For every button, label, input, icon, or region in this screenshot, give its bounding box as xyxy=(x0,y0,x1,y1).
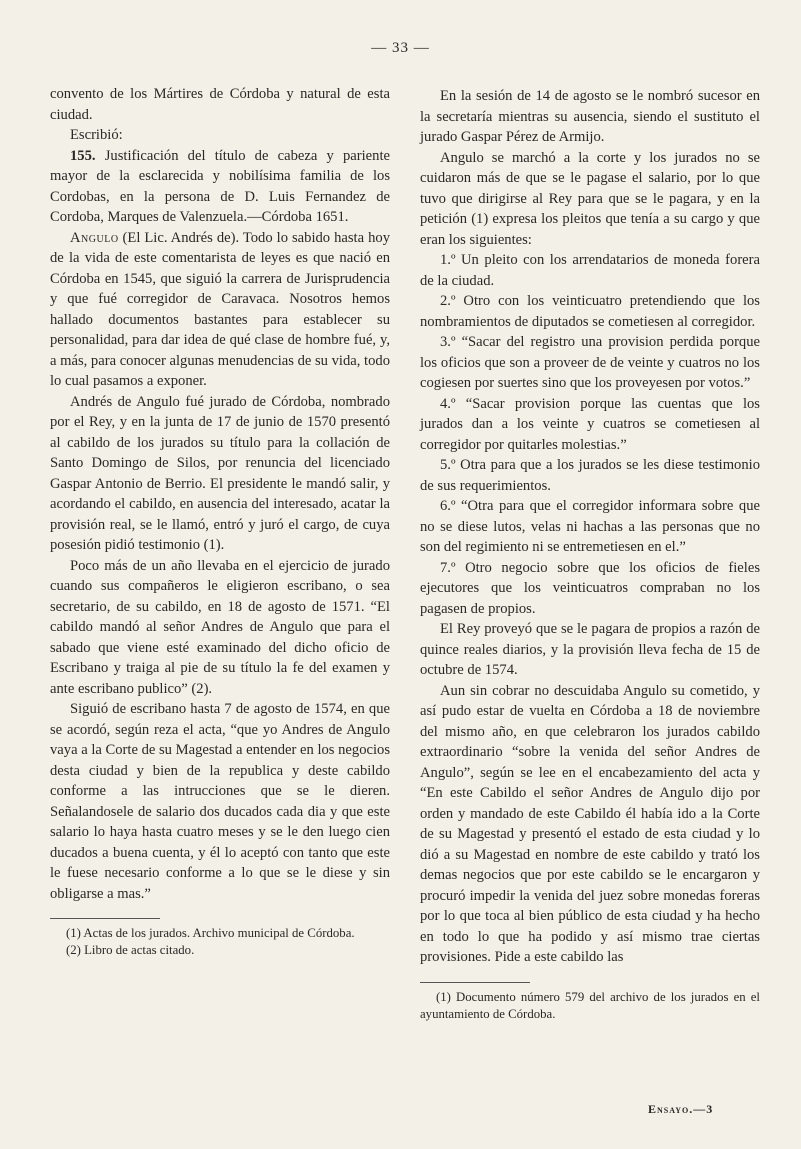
paragraph: Angulo se marchó a la corte y los jurados no se cuidaron más de que se le pagase el salario, por lo que tuvo que dirigirse al Rey para que se le pagara, y en la petición (1) expresa los pleitos que tenía a su cargo y que eran los siguientes: xyxy=(420,149,760,248)
list-item: 1.º Un pleito con los arrendatarios de moneda forera de la ciudad. xyxy=(420,252,760,289)
list-item: 6.º “Otra para que el corregidor informara sobre que no se diese lutos, velas ni hachas a las personas que no son del regimiento ni se entremetiesen en el.” xyxy=(420,498,760,555)
list-item: 7.º Otro negocio sobre que los oficios de fieles ejecutores que los veinticuatros compraban no los pagasen de propios. xyxy=(420,559,760,617)
entry-text: (El Lic. Andrés de). Todo lo sabido hasta hoy de la vida de este comentarista de leyes es que nació en Córdoba en 1545, que siguió la carrera de Jurisprudencia y que fué corregidor de Caravaca. Nosotros hemos hallado documentos bastantes para establecer su personalidad, para dar idea de qué clase de hombre fué, y, a más, para conocer algunas menudencias de su vida, todo lo cual pasamos a exponer. xyxy=(50,229,390,389)
list-item: 2.º Otro con los veinticuatro pretendiendo que los nombramientos de diputados se cometiesen al corregidor. xyxy=(420,293,760,330)
footnote-divider xyxy=(50,918,160,919)
page-number: — 33 — xyxy=(371,40,430,56)
footnote: (1) Documento número 579 del archivo de los jurados en el ayuntamiento de Córdoba. xyxy=(420,989,760,1021)
paragraph: Poco más de un año llevaba en el ejercicio de jurado cuando sus compañeros le eligieron escribano, o sea secretario, de su cabildo, en 18 de agosto de 1571. “El cabildo mandó al señor Andres de Angulo que para el sabado que viene esté examinado del dicho oficio de Escribano y traiga al pie de su título la fe del examen y ante escribano publico” (2). xyxy=(50,557,390,697)
paragraph: El Rey proveyó que se le pagara de propios a razón de quince reales diarios, y la provisión lleva fecha de 15 de octubre de 1574. xyxy=(420,621,760,678)
footnote: (1) Actas de los jurados. Archivo municipal de Córdoba. xyxy=(66,926,355,940)
paragraph: Escribió: xyxy=(70,127,123,143)
author-name: Angulo xyxy=(70,229,119,246)
footnote: (2) Libro de actas citado. xyxy=(66,943,195,957)
paragraph: Aun sin cobrar no descuidaba Angulo su cometido, y así pudo estar de vuelta en Córdoba a 18 de noviembre del mismo año, en que celebraron los jurados cabildo extraordinario “sobre la venida del señor Andres de Angulo”, según se lee en el encabezamiento del acta y “En este Cabildo el señor Andres de Angulo dijo por orden y mandado de este Cabildo él había ido a la Corte de su Magestad y presentó el estado de esta ciudad y lo dió a su Magestad en nombre de este cabildo y trató los demas negocios que por este cabildo se le encargaron y procuró impedir la venida del juez sobre monedas foreras por lo que toca al bien público de esta ciudad y ha hecho en todo lo que ha podido y así mismo trae ciertas provisiones. Pide a este cabildo las xyxy=(420,682,760,965)
footnote-divider xyxy=(420,982,530,983)
left-column xyxy=(50,84,390,959)
right-column xyxy=(420,86,760,1023)
catalog-entry-155 xyxy=(50,146,390,228)
footnotes xyxy=(420,989,760,1023)
printer-signature: Ensayo.—3 xyxy=(648,1102,714,1116)
paragraph: Andrés de Angulo fué jurado de Córdoba, nombrado por el Rey, y en la junta de 17 de junio de 1570 presentó al cabildo de los jurados su título para la collación de Santo Domingo de Silos, por renuncia del licenciado Gaspar Antonio de Berrio. El presidente le mandó salir, y acordando el cabildo, en ausencia del interesado, acatar la provisión real, se le llamó, entró y juró el cargo, de cuya posesión pidió testimonio (1). xyxy=(50,393,390,553)
author-entry-angulo xyxy=(50,228,390,392)
paragraph: convento de los Mártires de Córdoba y natural de esta ciudad. xyxy=(50,86,390,123)
entry-number: 155. xyxy=(70,147,96,164)
paragraph: Siguió de escribano hasta 7 de agosto de 1574, en que se acordó, según reza el acta, “que yo Andres de Angulo vaya a la Corte de su Magestad a entender en los negocios desta ciudad y bien de la republica y deste cabildo conforme a las intrucciones que se le dieren. Señalandosele de salario dos ducados cada dia y que este salario lo haya hasta cuatro meses y se le den luego cien ducados a buena cuenta, y él lo aceptó con tanto que este le fuese necesario conforme a lo que se le diese y sin obligarse a mas.” xyxy=(50,701,390,902)
paragraph: En la sesión de 14 de agosto se le nombró sucesor en la secretaría mientras su ausencia, siendo el sustituto el jurado Gaspar Pérez de Armijo. xyxy=(420,88,760,145)
entry-text: Justificación del título de cabeza y pariente mayor de la esclarecida y nobilísima familia de los Cordobas, en la persona de D. Luis Fernandez de Cordoba, Marques de Valenzuela.—Córdoba 1651. xyxy=(50,147,390,225)
list-item: 4.º “Sacar provision porque las cuentas que los jurados dan a los veinte y cuatros se cometiesen al corregidor por quitarles molestias.” xyxy=(420,395,760,453)
footnotes xyxy=(50,925,390,959)
list-item: 5.º Otra para que a los jurados se les diese testimonio de sus requerimientos. xyxy=(420,457,760,494)
list-item: 3.º “Sacar del registro una provision perdida porque los oficios que son a proveer de de veinte y cuatros no los cogiesen por suertes sino que los proveyesen por votos.” xyxy=(420,334,760,391)
